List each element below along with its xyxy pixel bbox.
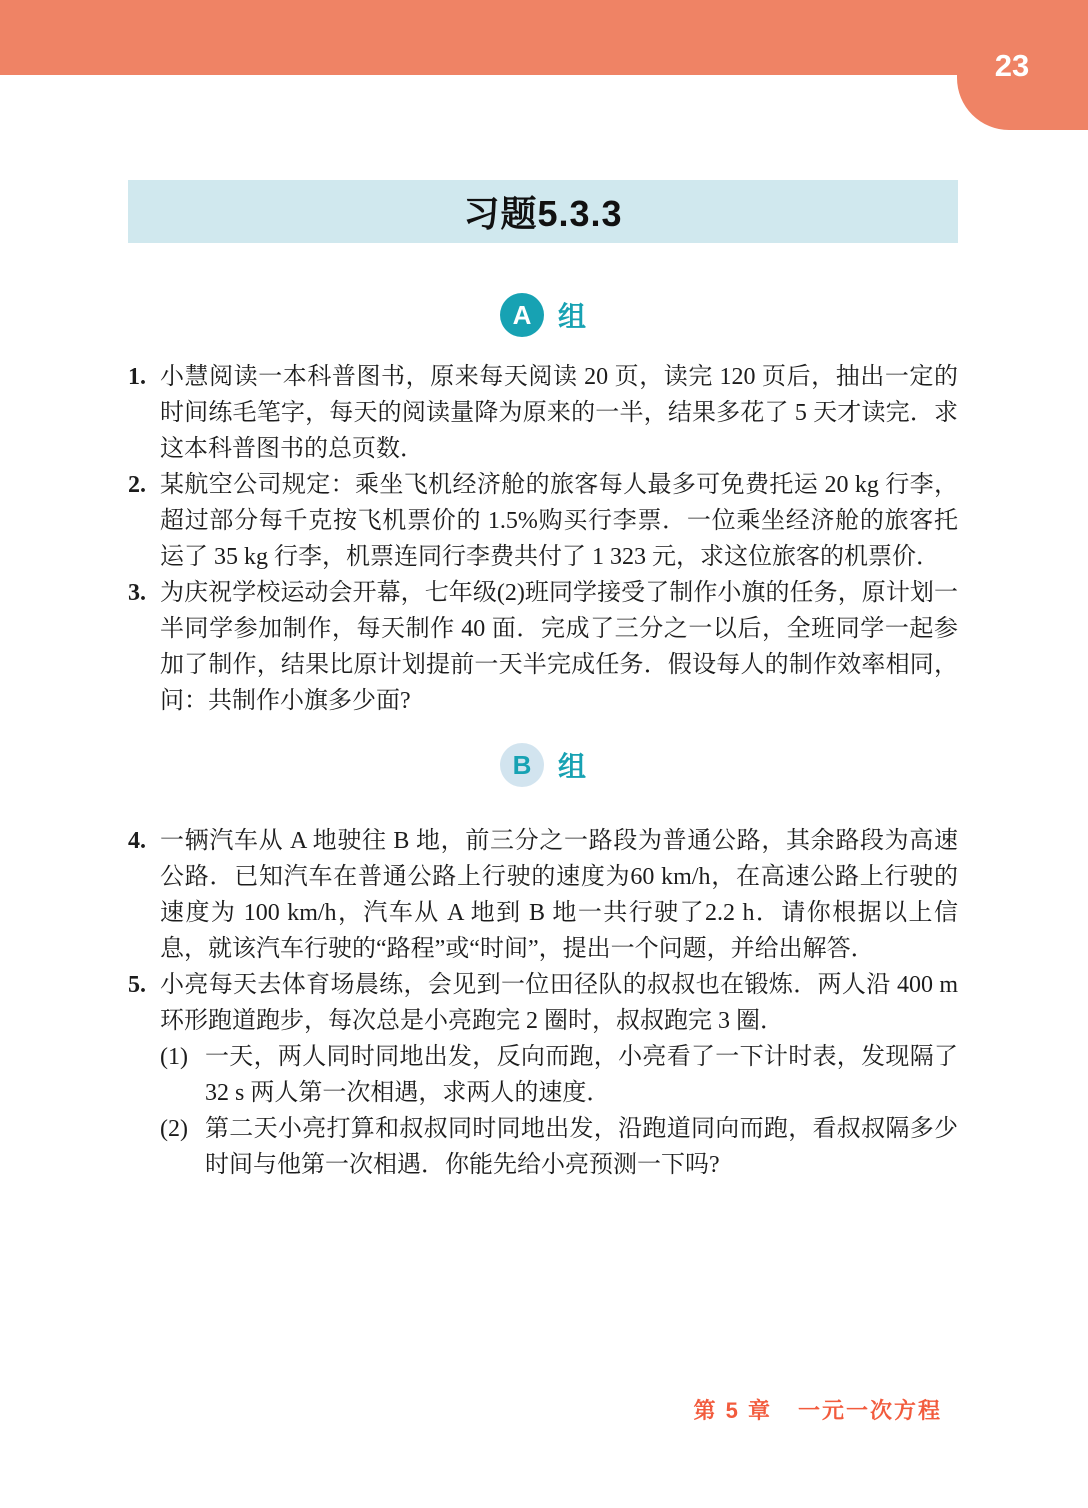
group-a-badge-icon: A [500,293,544,337]
problem-4-text: 一辆汽车从 A 地驶往 B 地，前三分之一路段为普通公路，其余路段为高速公路．已知汽车在普通公路上行驶的速度为60 km/h，在高速公路上行驶的速度为 100 km/h，汽车从 A 地到 B 地一共行驶了2.2 h．请你根据以上信息，就该汽车行驶的“路程”或“时间”，提出一个问题，并给出解答． [160,828,958,962]
group-a-label: 组 [557,301,586,332]
problem-3-number: 3. [128,580,146,606]
problem-5-number: 5. [128,972,146,998]
problem-5-sub-2-number: (2) [160,1116,188,1142]
problem-5-sub-2-text: 第二天小亮打算和叔叔同时同地出发，沿跑道同向而跑，看叔叔隔多少时间与他第一次相遇．你能先给小亮预测一下吗? [205,1116,958,1178]
problem-5-sub-1 [160,1039,958,1111]
exercise-title: 习题5.3.3 [463,193,623,234]
problem-1-number: 1. [128,364,146,390]
exercise-title-box [128,180,958,243]
problem-5-sub-2 [160,1111,958,1183]
group-b-badge-icon: B [500,743,544,787]
group-b-header [128,743,958,787]
footer-chapter: 第 5 章 [693,1398,772,1423]
problem-5 [128,967,958,1183]
problem-2-number: 2. [128,472,146,498]
page-number-tab [957,0,1088,130]
problem-4 [128,823,958,967]
problem-5-sub-1-number: (1) [160,1044,188,1070]
page-number: 23 [994,48,1030,83]
exercise-content [128,293,958,1183]
problem-1-text: 小慧阅读一本科普图书，原来每天阅读 20 页，读完 120 页后，抽出一定的时间练毛笔字，每天的阅读量降为原来的一半，结果多花了 5 天才读完．求这本科普图书的总页数． [160,364,958,462]
problem-2 [128,467,958,575]
problem-5-sub-1-text: 一天，两人同时同地出发，反向而跑，小亮看了一下计时表，发现隔了 32 s 两人第一次相遇，求两人的速度． [205,1044,958,1106]
top-banner [0,0,1088,75]
problem-5-text: 小亮每天去体育场晨练，会见到一位田径队的叔叔也在锻炼．两人沿 400 m 环形跑道跑步，每次总是小亮跑完 2 圈时，叔叔跑完 3 圈． [160,972,958,1034]
group-b-label: 组 [557,751,586,782]
problem-3 [128,575,958,719]
footer-section: 一元一次方程 [797,1398,942,1423]
problem-4-number: 4. [128,828,146,854]
problem-3-text: 为庆祝学校运动会开幕，七年级(2)班同学接受了制作小旗的任务，原计划一半同学参加制作，每天制作 40 面．完成了三分之一以后，全班同学一起参加了制作，结果比原计划提前一天半完成任务．假设每人的制作效率相同，问：共制作小旗多少面? [160,580,958,714]
problem-2-text: 某航空公司规定：乘坐飞机经济舱的旅客每人最多可免费托运 20 kg 行李，超过部分每千克按飞机票价的 1.5%购买行李票．一位乘坐经济舱的旅客托运了 35 kg 行李，机票连同行李费共付了 1 323 元，求这位旅客的机票价． [160,472,958,570]
group-a-header [128,293,958,337]
footer [694,1394,942,1425]
problem-1 [128,359,958,467]
